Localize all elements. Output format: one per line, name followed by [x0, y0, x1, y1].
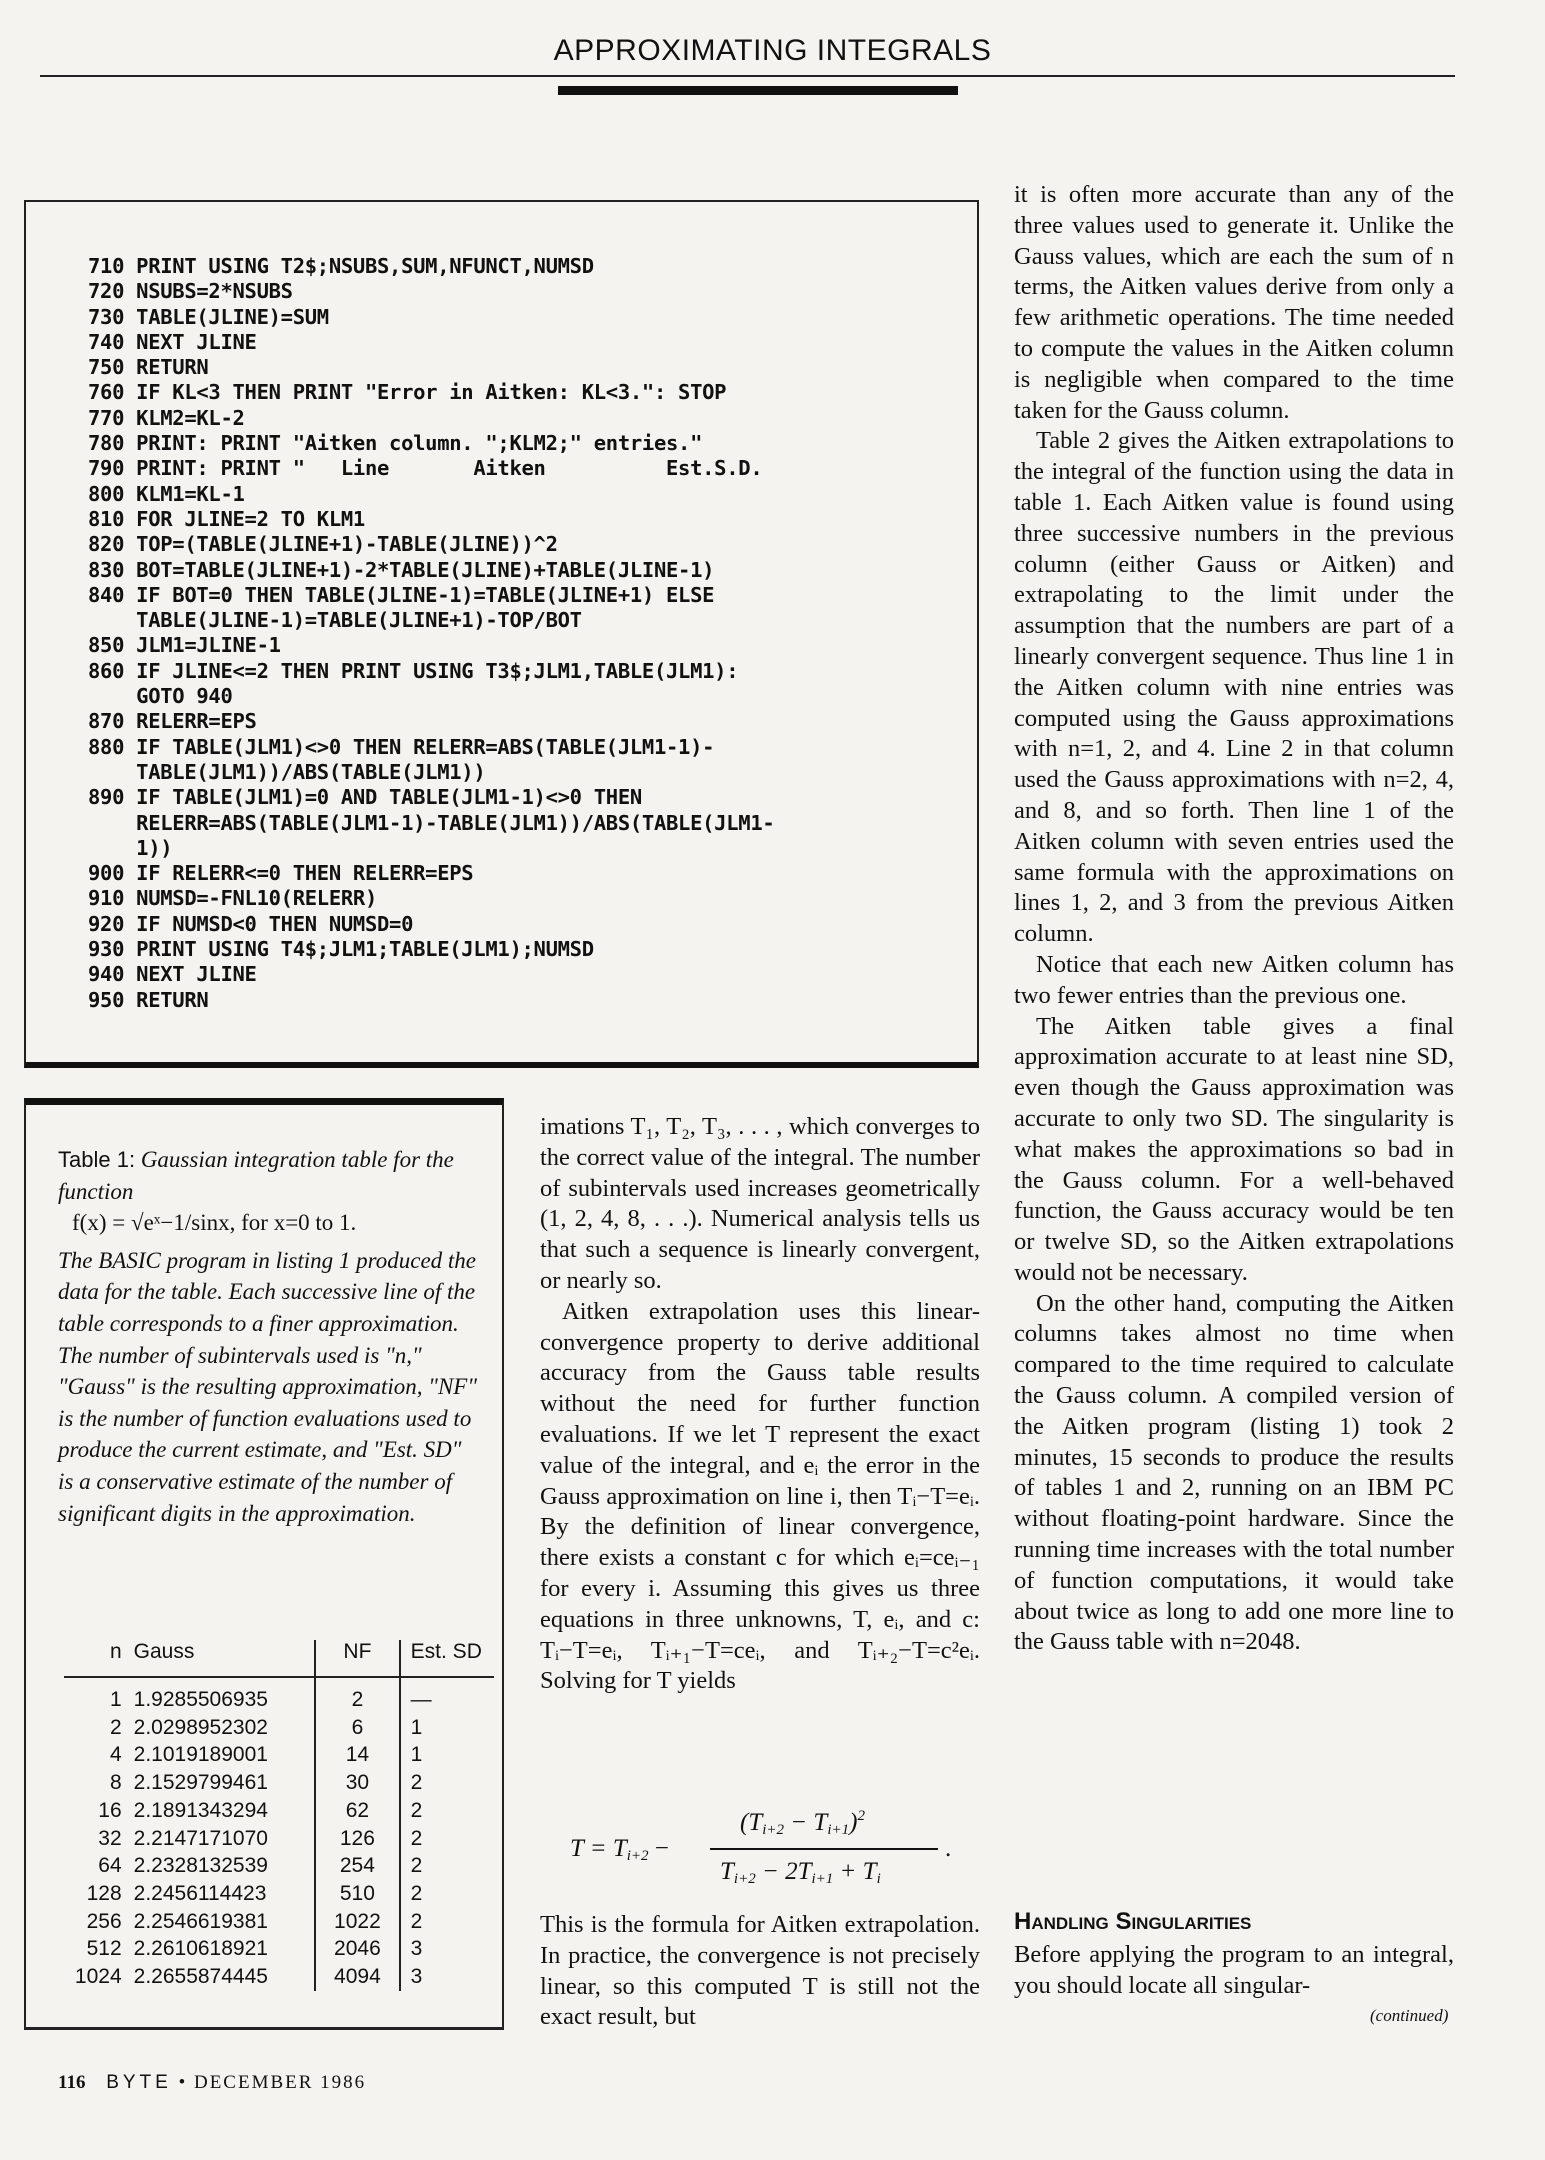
- cell-n: 16: [98, 1798, 122, 1822]
- cell-gauss: 2.2546619381: [133, 1909, 268, 1933]
- listing-line: 800 KLM1=KL-1: [88, 481, 245, 506]
- header-nf: NF: [315, 1640, 400, 1677]
- listing-line: 730 TABLE(JLINE)=SUM: [88, 304, 329, 329]
- cell-n: 4: [109, 1743, 122, 1767]
- listing-line: 910 NUMSD=-FNL10(RELERR): [88, 886, 378, 911]
- table-row: [64, 1880, 494, 1908]
- table-1-caption: [58, 1144, 478, 1529]
- listing-line: 710 PRINT USING T2$;NSUBS,SUM,NFUNCT,NUMSD: [88, 254, 594, 278]
- listing-line: TABLE(JLM1))/ABS(TABLE(JLM1)): [88, 759, 486, 784]
- gauss-table: [64, 1640, 494, 1991]
- table-row: [64, 1769, 494, 1797]
- cell-gauss: 2.2328132539: [133, 1854, 268, 1878]
- cell-nf: 254: [315, 1852, 400, 1880]
- program-listing-box: [24, 200, 979, 1068]
- listing-line: RELERR=ABS(TABLE(JLM1-1)-TABLE(JLM1))/ABS(TABLE(JLM1-: [88, 810, 775, 835]
- table-caption-title: Gaussian integration table for the function: [58, 1147, 454, 1204]
- header-bar: [558, 86, 958, 95]
- listing-line: 740 NEXT JLINE: [88, 329, 257, 354]
- middle-paragraph-3: This is the formula for Aitken extrapolation. In practice, the convergence is not precisely linear, so this computed T is still not the exact result, but: [540, 1911, 980, 2031]
- table-row: [64, 1963, 494, 1991]
- cell-est-sd: 2: [410, 1881, 423, 1905]
- listing-line: 1)): [88, 835, 173, 860]
- formula-denominator: $T_{i+2} - 2T_{i+1} + T_i$: [720, 1858, 881, 1887]
- right-paragraph-2: Table 2 gives the Aitken extrapolations to the integral of the function using the data in table 1. Each Aitken value is found using three successive numbers in the previous column (either Gauss or Aitken) and extrapolating to the limit under the assumption that the numbers are part of a linearly convergent sequence. Thus line 1 in the Aitken column with nine entries was computed using the Gauss approximations with n=1, 2, and 4. Line 2 in that column used the Gauss approximations with n=2, 4, and 8, and so forth. Then line 1 of the Aitken column with seven entries used the same formula with the approximations on lines 1, 2, and 3 from the previous Aitken column.: [1014, 427, 1454, 948]
- cell-n: 256: [86, 1909, 122, 1933]
- table-caption-lead: Table 1:: [58, 1147, 136, 1172]
- cell-gauss: 2.0298952302: [133, 1715, 268, 1739]
- right-column-lower: [1014, 1940, 1454, 2002]
- table-row: [64, 1677, 494, 1714]
- middle-paragraph-1: imations T₁, T₂, T₃, . . . , which converges to the correct value of the integral. The number of subintervals used increases geometrically (1, 2, 4, 8, . . .). Numerical analysis tells us that such a sequence is linearly convergent, or nearly so.: [540, 1113, 980, 1294]
- cell-est-sd: 2: [410, 1771, 423, 1795]
- program-listing: [88, 254, 774, 1013]
- cell-gauss: 2.2655874445: [133, 1965, 268, 1989]
- listing-line: 940 NEXT JLINE: [88, 962, 257, 987]
- cell-est-sd: 1: [410, 1743, 423, 1767]
- listing-line: 780 PRINT: PRINT "Aitken column. ";KLM2;" entries.": [88, 431, 703, 456]
- listing-line: 810 FOR JLINE=2 TO KLM1: [88, 506, 365, 531]
- header-n: n: [109, 1640, 122, 1663]
- right-paragraph-5: On the other hand, computing the Aitken columns takes almost no time when compared to the time required to calculate the Gauss column. A compiled version of the Aitken program (listing 1) took 2 minutes, 15 seconds to produce the results of tables 1 and 2, running on an IBM PC without floating-point hardware. Since the running time increases with the total number of function computations, it would take about twice as long to add one more line to the Gauss table with n=2048.: [1014, 1289, 1454, 1656]
- formula-period: .: [945, 1835, 952, 1862]
- cell-est-sd: 3: [410, 1965, 423, 1989]
- issue-date: DECEMBER 1986: [193, 2072, 367, 2093]
- right-paragraph-6: Before applying the program to an integral, you should locate all singular-: [1014, 1941, 1454, 1999]
- cell-nf: 6: [315, 1714, 400, 1742]
- header-est-sd: Est. SD: [410, 1640, 482, 1663]
- cell-n: 512: [86, 1937, 122, 1961]
- table-caption-body: The BASIC program in listing 1 produced the data for the table. Each successive line of the table corresponds to a finer approximation. The number of subintervals used is "n," "Gauss" is the resulting approximation, "NF" is the number of function evaluations used to produce the current estimate, and "Est. SD" is a conservative estimate of the number of significant digits in the approximation.: [58, 1247, 477, 1526]
- table-row: [64, 1935, 494, 1963]
- listing-line: 720 NSUBS=2*NSUBS: [88, 279, 293, 304]
- cell-gauss: 2.2456114423: [133, 1881, 267, 1905]
- cell-est-sd: 2: [410, 1826, 423, 1850]
- cell-gauss: 2.1019189001: [133, 1743, 268, 1767]
- continued-note: (continued): [1370, 2006, 1449, 2025]
- table-row: [64, 1825, 494, 1853]
- section-heading: Handling Singularities: [1014, 1908, 1252, 1935]
- cell-est-sd: —: [410, 1688, 432, 1711]
- cell-nf: 14: [315, 1741, 400, 1769]
- middle-column: [540, 1112, 980, 1697]
- cell-est-sd: 3: [410, 1937, 423, 1961]
- table-row: [64, 1908, 494, 1936]
- listing-line: 760 IF KL<3 THEN PRINT "Error in Aitken: KL<3.": STOP: [88, 380, 727, 405]
- cell-nf: 510: [315, 1880, 400, 1908]
- right-paragraph-3: Notice that each new Aitken column has two fewer entries than the previous one.: [1014, 950, 1454, 1009]
- listing-line: 790 PRINT: PRINT " Line Aitken Est.S.D.: [88, 456, 763, 481]
- cell-n: 64: [98, 1854, 122, 1878]
- listing-line: 930 PRINT USING T4$;JLM1;TABLE(JLM1);NUMSD: [88, 937, 594, 962]
- cell-gauss: 2.2147171070: [133, 1826, 268, 1850]
- listing-line: 950 RETURN: [88, 987, 209, 1012]
- formula-numerator: $(T_{i+2} - T_{i+1})^2$: [740, 1808, 865, 1838]
- table-row: [64, 1714, 494, 1742]
- table-caption-formula: f(x) = √eˣ−1/sinx, for x=0 to 1.: [72, 1210, 357, 1236]
- cell-nf: 2: [315, 1677, 400, 1714]
- listing-line: 830 BOT=TABLE(JLINE+1)-2*TABLE(JLINE)+TABLE(JLINE-1): [88, 557, 715, 582]
- gauss-table-body: [64, 1677, 494, 1991]
- listing-line: 840 IF BOT=0 THEN TABLE(JLINE-1)=TABLE(JLINE+1) ELSE: [88, 582, 715, 607]
- formula-fraction-bar: [710, 1848, 938, 1850]
- cell-gauss: 2.1891343294: [133, 1798, 268, 1822]
- cell-nf: 1022: [315, 1908, 400, 1936]
- cell-nf: 62: [315, 1797, 400, 1825]
- table-row: [64, 1852, 494, 1880]
- middle-column-lower: [540, 1910, 980, 2033]
- cell-nf: 126: [315, 1825, 400, 1853]
- cell-gauss: 2.2610618921: [133, 1937, 268, 1961]
- listing-line: TABLE(JLINE-1)=TABLE(JLINE+1)-TOP/BOT: [88, 608, 582, 633]
- listing-line: 750 RETURN: [88, 355, 209, 380]
- cell-est-sd: 2: [410, 1798, 423, 1822]
- cell-nf: 30: [315, 1769, 400, 1797]
- footer-separator: •: [178, 2072, 188, 2093]
- right-paragraph-4: The Aitken table gives a final approximation accurate to at least nine SD, even though the Gauss approximation was accurate to only two SD. The singularity is what makes the approximations so bad in the Gauss column. For a well-behaved function, the Gauss accuracy would be ten or twelve SD, so the Aitken extrapolations would not be necessary.: [1014, 1012, 1454, 1286]
- cell-est-sd: 2: [410, 1854, 423, 1878]
- listing-line: GOTO 940: [88, 684, 233, 709]
- page-number: 116: [58, 2072, 86, 2093]
- formula-lhs: $T = T_{i+2}$ −: [570, 1835, 669, 1864]
- right-paragraph-1: it is often more accurate than any of the three values used to generate it. Unlike the Gauss values, which are each the sum of n terms, the Aitken values derive from only a few arithmetic operations. The time needed to compute the values in the Aitken column is negligible when compared to the time taken for the Gauss column.: [1014, 181, 1454, 424]
- page-footer: [58, 2072, 366, 2094]
- middle-paragraph-2: Aitken extrapolation uses this linear-convergence property to derive additional accuracy from the Gauss table results without the need for further function evaluations. If we let T represent the exact value of the integral, and eᵢ the error in the Gauss approximation on line i, then Tᵢ−T=eᵢ. By the definition of linear convergence, there exists a constant c for which eᵢ=ceᵢ₋₁ for every i. Assuming this gives us three equations in three unknowns, T, eᵢ, and c: Tᵢ−T=eᵢ, Tᵢ₊₁−T=ceᵢ, and Tᵢ₊₂−T=c²eᵢ. Solving for T yields: [540, 1297, 980, 1695]
- header-gauss: Gauss: [133, 1640, 195, 1663]
- cell-n: 32: [98, 1826, 122, 1850]
- cell-n: 1024: [74, 1965, 122, 1989]
- listing-line: 850 JLM1=JLINE-1: [88, 633, 281, 658]
- cell-gauss: 1.9285506935: [133, 1688, 268, 1711]
- listing-line: 880 IF TABLE(JLM1)<>0 THEN RELERR=ABS(TABLE(JLM1-1)-: [88, 734, 715, 759]
- listing-line: 890 IF TABLE(JLM1)=0 AND TABLE(JLM1-1)<>0 THEN: [88, 785, 642, 810]
- cell-est-sd: 1: [410, 1715, 423, 1739]
- cell-n: 128: [86, 1881, 122, 1905]
- cell-n: 2: [109, 1715, 122, 1739]
- header-rule: [40, 75, 1455, 77]
- running-header: APPROXIMATING INTEGRALS: [553, 34, 992, 67]
- cell-gauss: 2.1529799461: [133, 1771, 268, 1795]
- listing-line: 770 KLM2=KL-2: [88, 405, 245, 430]
- cell-nf: 4094: [315, 1963, 400, 1991]
- listing-line: 820 TOP=(TABLE(JLINE+1)-TABLE(JLINE))^2: [88, 532, 558, 557]
- listing-line: 920 IF NUMSD<0 THEN NUMSD=0: [88, 911, 414, 936]
- cell-n: 8: [109, 1771, 122, 1795]
- cell-est-sd: 2: [410, 1909, 423, 1933]
- table-row: [64, 1741, 494, 1769]
- cell-nf: 2046: [315, 1935, 400, 1963]
- listing-line: 860 IF JLINE<=2 THEN PRINT USING T3$;JLM1,TABLE(JLM1):: [88, 658, 739, 683]
- aitken-formula: [570, 1808, 970, 1898]
- table-header-row: [64, 1640, 494, 1677]
- right-column: [1014, 180, 1454, 1658]
- listing-line: 900 IF RELERR<=0 THEN RELERR=EPS: [88, 861, 474, 886]
- magazine-name: BYTE: [106, 2072, 172, 2093]
- table-row: [64, 1797, 494, 1825]
- cell-n: 1: [109, 1688, 122, 1711]
- listing-line: 870 RELERR=EPS: [88, 709, 257, 734]
